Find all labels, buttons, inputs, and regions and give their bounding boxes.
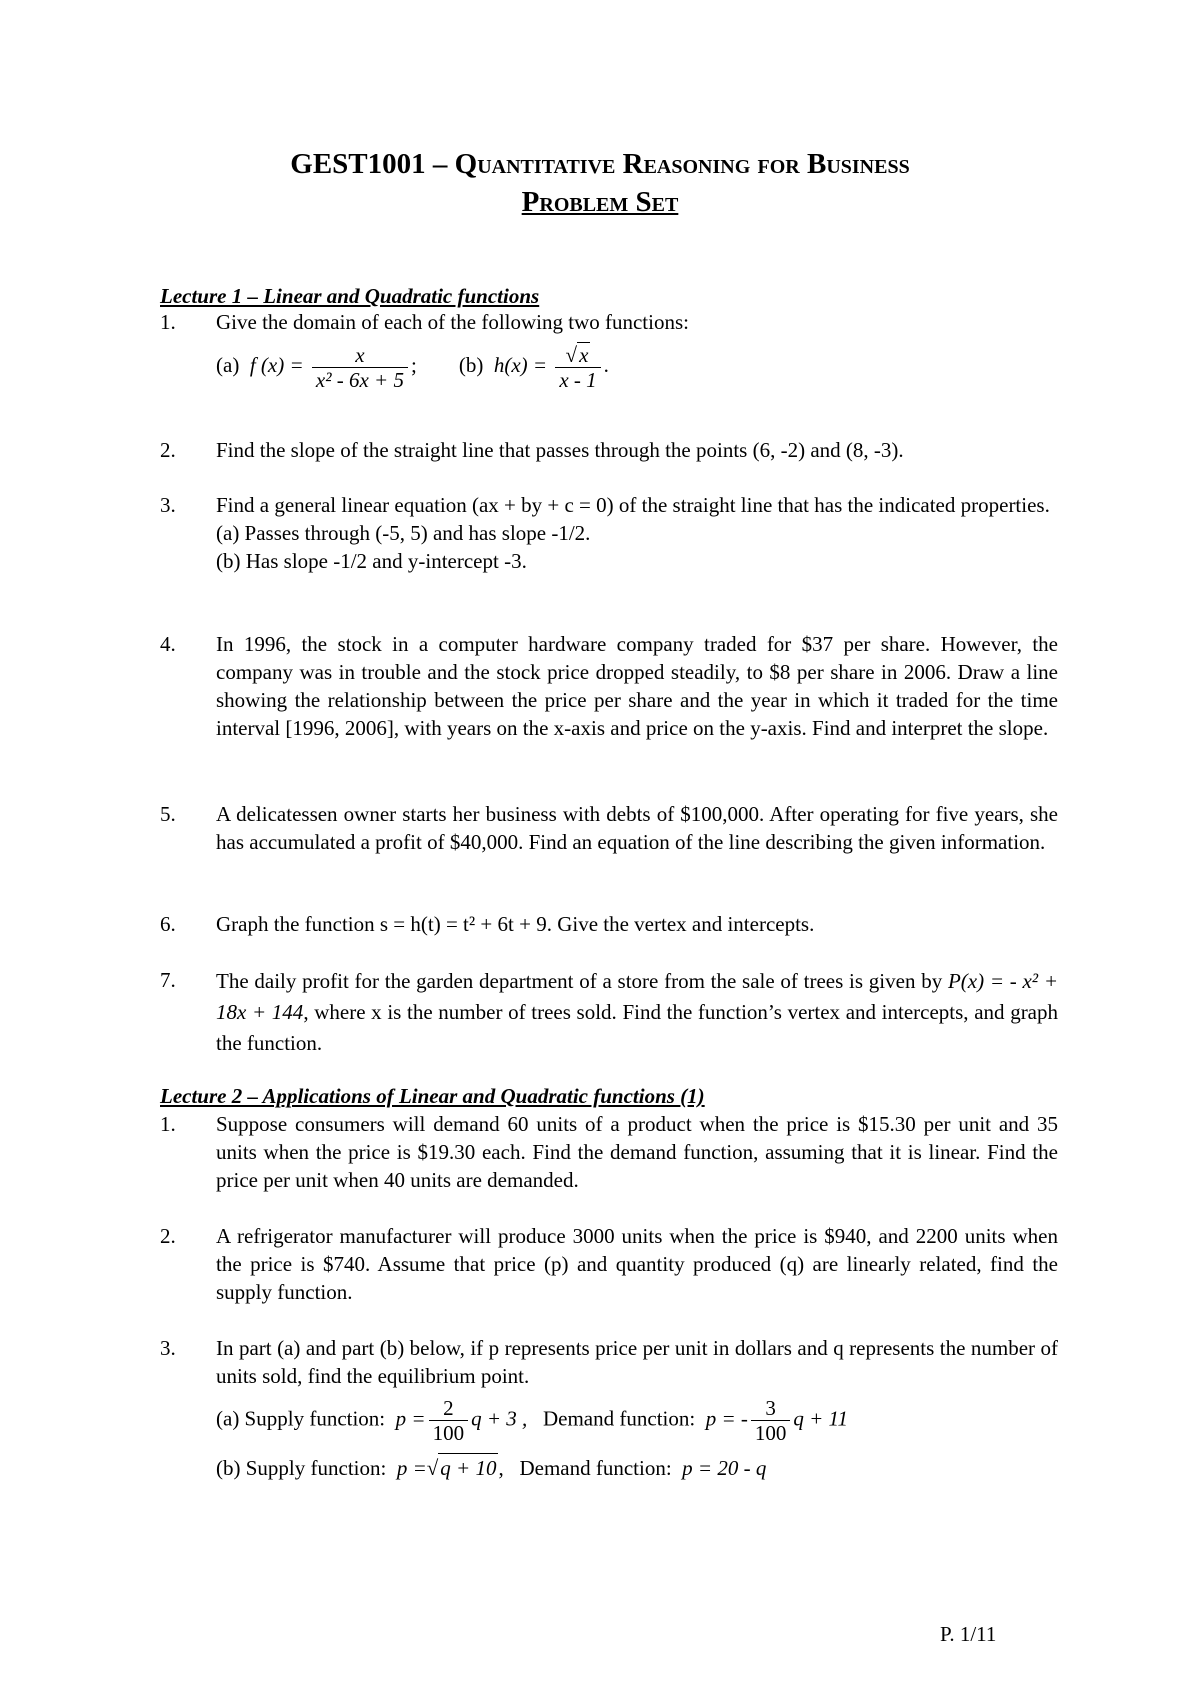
sqrt-radicand: q + 10	[438, 1453, 498, 1482]
question-text: A delicatessen owner starts her business with debts of $100,000. After operating for five years, she has accumulated a profit of $40,000. Find an equation of the line describing the given information.	[216, 802, 1058, 854]
formula-lhs: p =	[395, 1406, 426, 1431]
l2-question-1	[160, 1110, 1058, 1194]
fraction-numerator: 3	[751, 1396, 791, 1421]
question-text: In part (a) and part (b) below, if p represents price per unit in dollars and q represents the number of units sold, find the equilibrium point.	[216, 1336, 1058, 1388]
formula-lhs: p = -	[705, 1406, 748, 1431]
profit-formula: P(x) = - x² + 18x + 144	[216, 969, 1059, 1024]
l1-question-6	[160, 910, 1058, 938]
part-label: Demand function:	[542, 1406, 696, 1431]
question-number: 2.	[160, 1224, 176, 1248]
formula-rest: q + 11	[793, 1406, 848, 1431]
course-code: GEST1001 –	[290, 148, 455, 180]
fraction-denominator: x - 1	[559, 368, 597, 392]
part-label: Demand function:	[519, 1456, 672, 1480]
sqrt-radicand: x	[579, 343, 589, 367]
part-label: (a) Supply function:	[216, 1406, 386, 1431]
l2-question-3	[160, 1334, 1058, 1482]
question-text: A refrigerator manufacturer will produce 3000 units when the price is $940, and 2200 units when the price is $740. Assume that price (p) and quantity produced (q) are linearly related, find the supply function.	[216, 1224, 1058, 1304]
question-number: 1.	[160, 1112, 176, 1136]
fraction-denominator: 100	[754, 1421, 787, 1445]
supply-fraction	[429, 1396, 469, 1445]
question-number: 5.	[160, 802, 176, 826]
question-text: Find the slope of the straight line that passes through the points (6, -2) and (8, -3).	[216, 438, 904, 462]
page-number: P. 1/11	[940, 1622, 997, 1646]
part-label: (b) Supply function:	[216, 1456, 387, 1480]
fraction-b	[555, 342, 600, 392]
separator: ;	[410, 352, 417, 377]
question-number: 3.	[160, 493, 176, 517]
separator: ,	[498, 1456, 504, 1480]
l1-question-4	[160, 630, 1058, 742]
question-number: 4.	[160, 632, 176, 656]
part-label: (a)	[216, 352, 240, 377]
question-number: 6.	[160, 912, 176, 936]
lecture1-heading: Lecture 1 – Linear and Quadratic functions	[160, 284, 540, 308]
question-text: The daily profit for the garden department of a store from the sale of trees is given by	[216, 969, 943, 993]
l1-question-7	[160, 966, 1058, 1059]
l1-question-1	[160, 308, 1058, 392]
lecture2-heading: Lecture 2 – Applications of Linear and Quadratic functions (1)	[160, 1084, 705, 1108]
question-text: Suppose consumers will demand 60 units of a product when the price is $15.30 per unit and 35 units when the price is $19.30 each. Find the demand function, assuming that it is linear. Find the price per unit when 40 units are demanded.	[216, 1112, 1058, 1192]
title-word: Quantitative	[454, 148, 616, 180]
l1-question-2	[160, 436, 1058, 464]
formula-rest: q + 3 ,	[471, 1406, 528, 1431]
q1-formulas	[216, 342, 1058, 392]
question-text: Give the domain of each of the following two functions:	[216, 310, 689, 334]
demand-fraction	[751, 1396, 791, 1445]
document-subtitle	[0, 184, 1200, 220]
question-number: 2.	[160, 438, 176, 462]
question-text: In 1996, the stock in a computer hardware company traded for $37 per share. However, the company was in trouble and the stock price dropped steadily, to $8 per share in 2006. Draw a line showing the relationship between the price per share and the year in which it traded for the time interval [1996, 2006], with years on the x-axis and price on the y-axis. Find and interpret the slope.	[216, 632, 1058, 740]
l1-question-5	[160, 800, 1058, 856]
question-text: Graph the function s = h(t) = t² + 6t + 9. Give the vertex and intercepts.	[216, 912, 815, 936]
subtitle-text: Problem Set	[521, 186, 679, 218]
formula-lhs: f (x) =	[249, 352, 304, 377]
formula-lhs: h(x) =	[493, 352, 548, 377]
question-part: (a) Passes through (-5, 5) and has slope -1/2.	[216, 521, 591, 545]
l2-question-2	[160, 1222, 1058, 1306]
question-text: , where x is the number of trees sold. Find the function’s vertex and intercepts, and graph the function.	[216, 1000, 1059, 1055]
demand-formula: p = 20 - q	[682, 1456, 767, 1480]
fraction-denominator: x² - 6x + 5	[315, 367, 404, 392]
title-word: Business	[806, 148, 910, 180]
question-number: 1.	[160, 310, 176, 334]
question-part: (b) Has slope -1/2 and y-intercept -3.	[216, 549, 527, 573]
fraction-denominator: 100	[432, 1421, 465, 1445]
part-label: (b)	[458, 352, 484, 377]
question-number: 7.	[160, 968, 176, 992]
fraction-a	[312, 343, 408, 392]
l1-question-3	[160, 491, 1058, 575]
question-number: 3.	[160, 1336, 176, 1360]
q3-part-a	[216, 1396, 1058, 1445]
question-text: Find a general linear equation (ax + by + c = 0) of the straight line that has the indicated properties.	[216, 493, 1050, 517]
fraction-numerator: x	[312, 343, 408, 368]
title-word: for	[757, 148, 800, 180]
title-word: Reasoning	[622, 148, 751, 180]
separator: .	[603, 352, 609, 377]
formula-lhs: p =	[396, 1456, 427, 1480]
document-title	[0, 146, 1200, 182]
fraction-numerator: 2	[429, 1396, 469, 1421]
fraction-numerator: √x	[555, 342, 600, 368]
q3-part-b: (b) Supply function: p =√q + 10, Demand function: p = 20 - q	[216, 1453, 1058, 1482]
